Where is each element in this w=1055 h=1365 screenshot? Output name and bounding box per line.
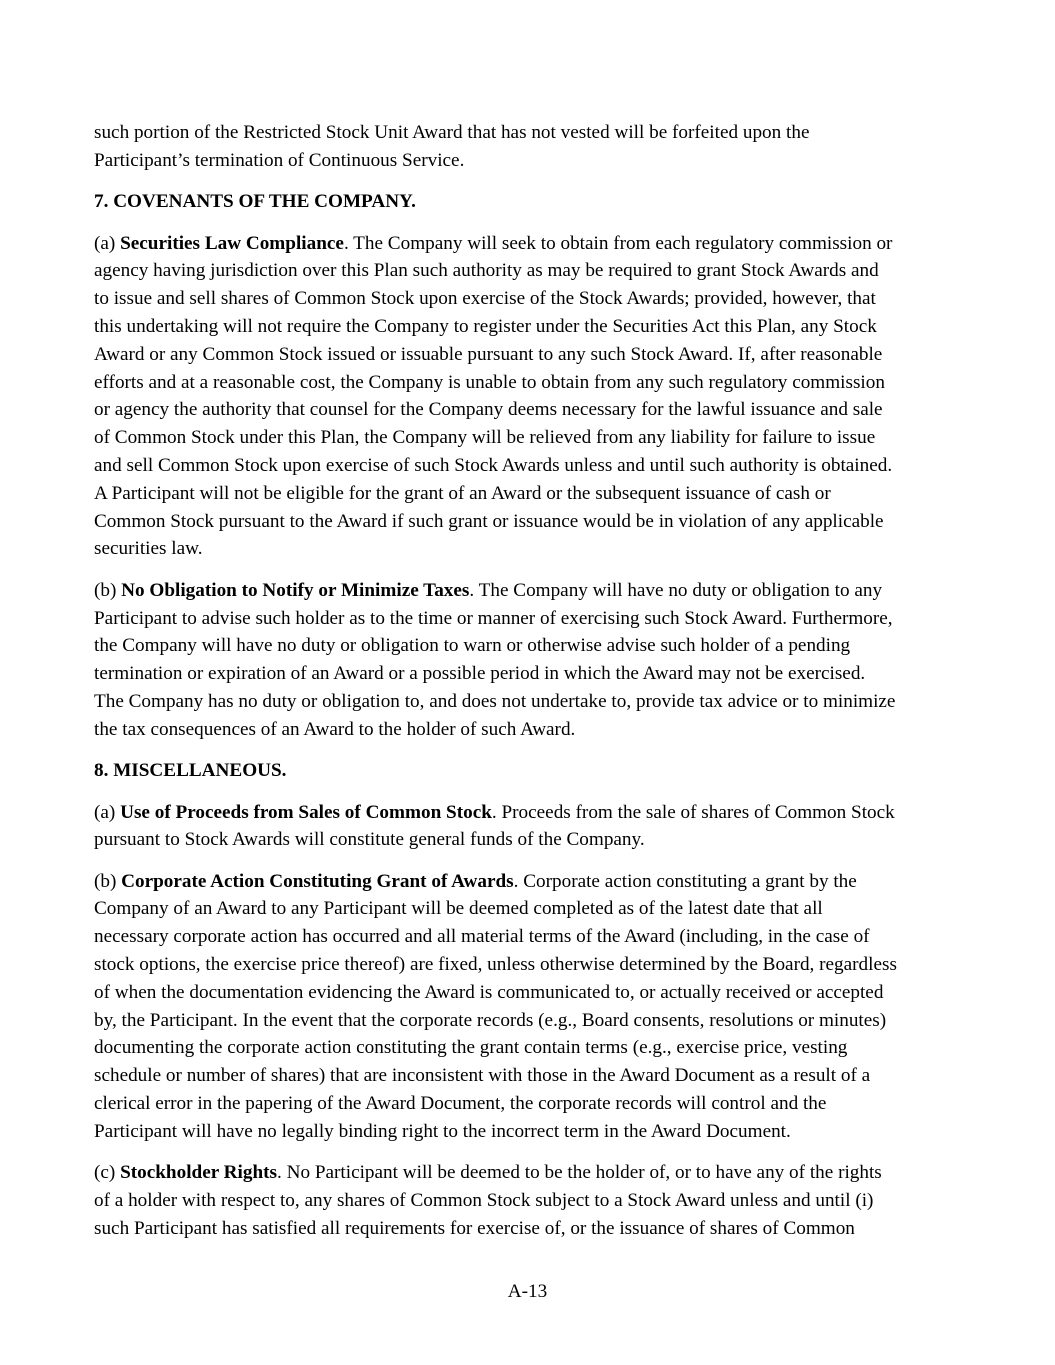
- clause-title: No Obligation to Notify or Minimize Taxes: [121, 579, 470, 601]
- section-8-heading: 8. MISCELLANEOUS.: [94, 760, 287, 782]
- clause-text: . No Participant will be deemed to be the holder of, or to have any of the rights: [277, 1162, 882, 1184]
- page-content: [94, 119, 974, 1256]
- text-line: schedule or number of shares) that are inconsistent with those in the Award Document as a result of a: [94, 1065, 871, 1087]
- clause-title: Securities Law Compliance: [120, 232, 344, 254]
- text-line: such portion of the Restricted Stock Unit Award that has not vested will be forfeited upon the: [94, 122, 810, 143]
- text-line: Award or any Common Stock issued or issuable pursuant to any such Stock Award. If, after reasonable: [94, 343, 883, 365]
- clause-label: (b): [94, 870, 122, 892]
- text-line: Participant to advise such holder as to the time or manner of exercising such Stock Award. Furthermore,: [94, 607, 893, 629]
- clause-text: . Corporate action constituting a grant by the: [513, 870, 857, 892]
- text-line: of Common Stock under this Plan, the Company will be relieved from any liability for failure to issue: [94, 427, 876, 449]
- text-line: [94, 230, 974, 258]
- text-line: termination or expiration of an Award or a possible period in which the Award may not be exercised.: [94, 663, 866, 685]
- text-line: Participant’s termination of Continuous Service.: [94, 149, 465, 171]
- text-line: Common Stock pursuant to the Award if such grant or issuance would be in violation of any applicable: [94, 510, 884, 532]
- text-line: [94, 799, 974, 827]
- text-line: necessary corporate action has occurred and all material terms of the Award (including, in the case of: [94, 926, 870, 948]
- text-line: [94, 577, 974, 605]
- section-8a-paragraph: [94, 799, 974, 855]
- section-7-heading: 7. COVENANTS OF THE COMPANY.: [94, 191, 416, 213]
- text-line: of a holder with respect to, any shares of Common Stock subject to a Stock Award unless and until (i): [94, 1190, 874, 1212]
- page-number: A-13: [507, 1281, 548, 1302]
- clause-title: Stockholder Rights: [120, 1162, 277, 1184]
- text-line: stock options, the exercise price thereof) are fixed, unless otherwise determined by the Board, regardless: [94, 954, 897, 976]
- intro-paragraph: [94, 119, 974, 175]
- text-line: The Company has no duty or obligation to, and does not undertake to, provide tax advice or to minimize: [94, 690, 896, 712]
- text-line: Participant will have no legally binding right to the incorrect term in the Award Document.: [94, 1120, 791, 1142]
- section-8b-paragraph: [94, 868, 974, 1146]
- clause-title: Corporate Action Constituting Grant of Awards: [121, 870, 514, 892]
- text-line: the Company will have no duty or obligation to warn or otherwise advise such holder of a pending: [94, 635, 851, 657]
- clause-text: . The Company will have no duty or obligation to any: [469, 579, 883, 601]
- text-line: and sell Common Stock upon exercise of such Stock Awards unless and until such authority is obtained.: [94, 454, 893, 476]
- text-line: of when the documentation evidencing the Award is communicated to, or actually received or accepted: [94, 981, 884, 1003]
- text-line: clerical error in the papering of the Award Document, the corporate records will control and the: [94, 1093, 827, 1115]
- clause-text: . The Company will seek to obtain from each regulatory commission or: [343, 232, 893, 254]
- clause-label: (a): [94, 232, 121, 254]
- text-line: or agency the authority that counsel for the Company deems necessary for the lawful issuance and sale: [94, 399, 883, 421]
- text-line: [94, 1159, 974, 1187]
- text-line: pursuant to Stock Awards will constitute general funds of the Company.: [94, 829, 645, 851]
- text-line: Company of an Award to any Participant will be deemed completed as of the latest date that all: [94, 898, 823, 920]
- text-line: securities law.: [94, 538, 203, 560]
- text-line: the tax consequences of an Award to the holder of such Award.: [94, 718, 576, 740]
- section-8c-paragraph: [94, 1159, 974, 1242]
- section-7a-paragraph: [94, 230, 974, 564]
- text-line: by, the Participant. In the event that the corporate records (e.g., Board consents, resolutions or minutes): [94, 1009, 887, 1031]
- text-line: A Participant will not be eligible for the grant of an Award or the subsequent issuance of cash or: [94, 482, 831, 504]
- clause-label: (c): [94, 1162, 121, 1184]
- text-line: agency having jurisdiction over this Plan such authority as may be required to grant Stock Awards and: [94, 260, 879, 282]
- clause-label: (b): [94, 579, 122, 601]
- text-line: documenting the corporate action constituting the grant contain terms (e.g., exercise price, vesting: [94, 1037, 848, 1059]
- clause-text: . Proceeds from the sale of shares of Common Stock: [491, 801, 895, 823]
- section-7b-paragraph: [94, 577, 974, 744]
- text-line: to issue and sell shares of Common Stock upon exercise of the Stock Awards; provided, however, that: [94, 288, 876, 310]
- text-line: this undertaking will not require the Company to register under the Securities Act this Plan, any Stock: [94, 315, 877, 337]
- text-line: such Participant has satisfied all requirements for exercise of, or the issuance of shares of Common: [94, 1217, 855, 1239]
- text-line: efforts and at a reasonable cost, the Company is unable to obtain from any such regulatory commission: [94, 371, 885, 393]
- clause-label: (a): [94, 801, 121, 823]
- clause-title: Use of Proceeds from Sales of Common Stock: [120, 801, 492, 823]
- text-line: [94, 868, 974, 896]
